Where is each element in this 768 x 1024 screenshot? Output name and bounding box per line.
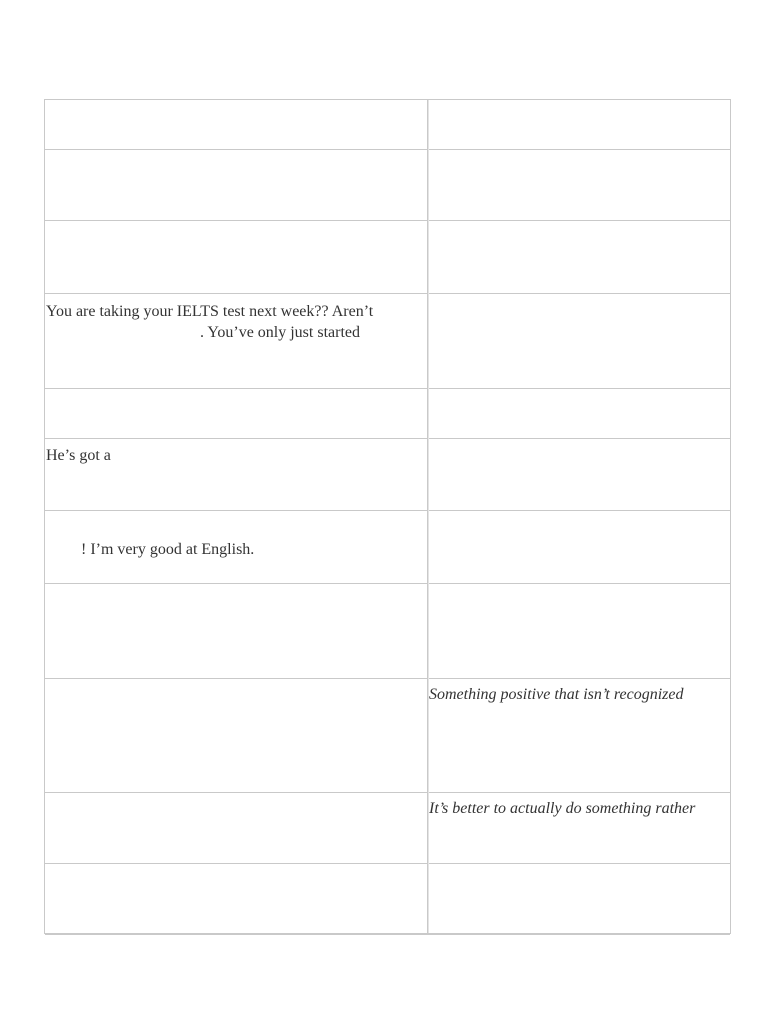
table-row [45, 864, 730, 935]
cell-text: Something positive that isn’t recognized [429, 686, 684, 703]
table-cell-left [45, 439, 427, 510]
table-cell-right [429, 864, 730, 934]
table-row [45, 584, 730, 679]
table-cell-left [45, 389, 427, 438]
table-row [45, 439, 730, 511]
cell-text: It’s better to actually do something rather [429, 800, 696, 817]
table-cell-right [429, 294, 730, 388]
table-cell-right [429, 221, 730, 293]
table-cell-right [429, 150, 730, 220]
table-row [45, 221, 730, 294]
cell-text: He’s got a [46, 447, 111, 464]
table-row [45, 511, 730, 584]
table-cell-left [45, 221, 427, 293]
table-cell-left [45, 793, 427, 863]
table-row [45, 679, 730, 793]
table-row [45, 793, 730, 864]
table-cell-right [429, 793, 730, 863]
table-cell-left [45, 150, 427, 220]
table-row [45, 150, 730, 221]
table-row [45, 389, 730, 439]
table-cell-left [45, 100, 427, 149]
table-row [45, 294, 730, 389]
table-cell-right [429, 584, 730, 678]
cell-text: . You’ve only just started [200, 324, 360, 341]
table-cell-right [429, 511, 730, 583]
table-cell-right [429, 439, 730, 510]
column-divider [427, 100, 429, 933]
table-cell-left [45, 294, 427, 388]
cell-text: ! I’m very good at English. [81, 541, 255, 558]
table-cell-right [429, 679, 730, 792]
table-row [45, 100, 730, 150]
table-cell-right [429, 100, 730, 149]
cell-text: You are taking your IELTS test next week?? Aren’t [46, 303, 374, 320]
table-cell-left [45, 511, 427, 583]
table-cell-left [45, 584, 427, 678]
table-cell-left [45, 864, 427, 934]
table-cell-left [45, 679, 427, 792]
table-cell-right [429, 389, 730, 438]
worksheet-table [44, 99, 731, 934]
